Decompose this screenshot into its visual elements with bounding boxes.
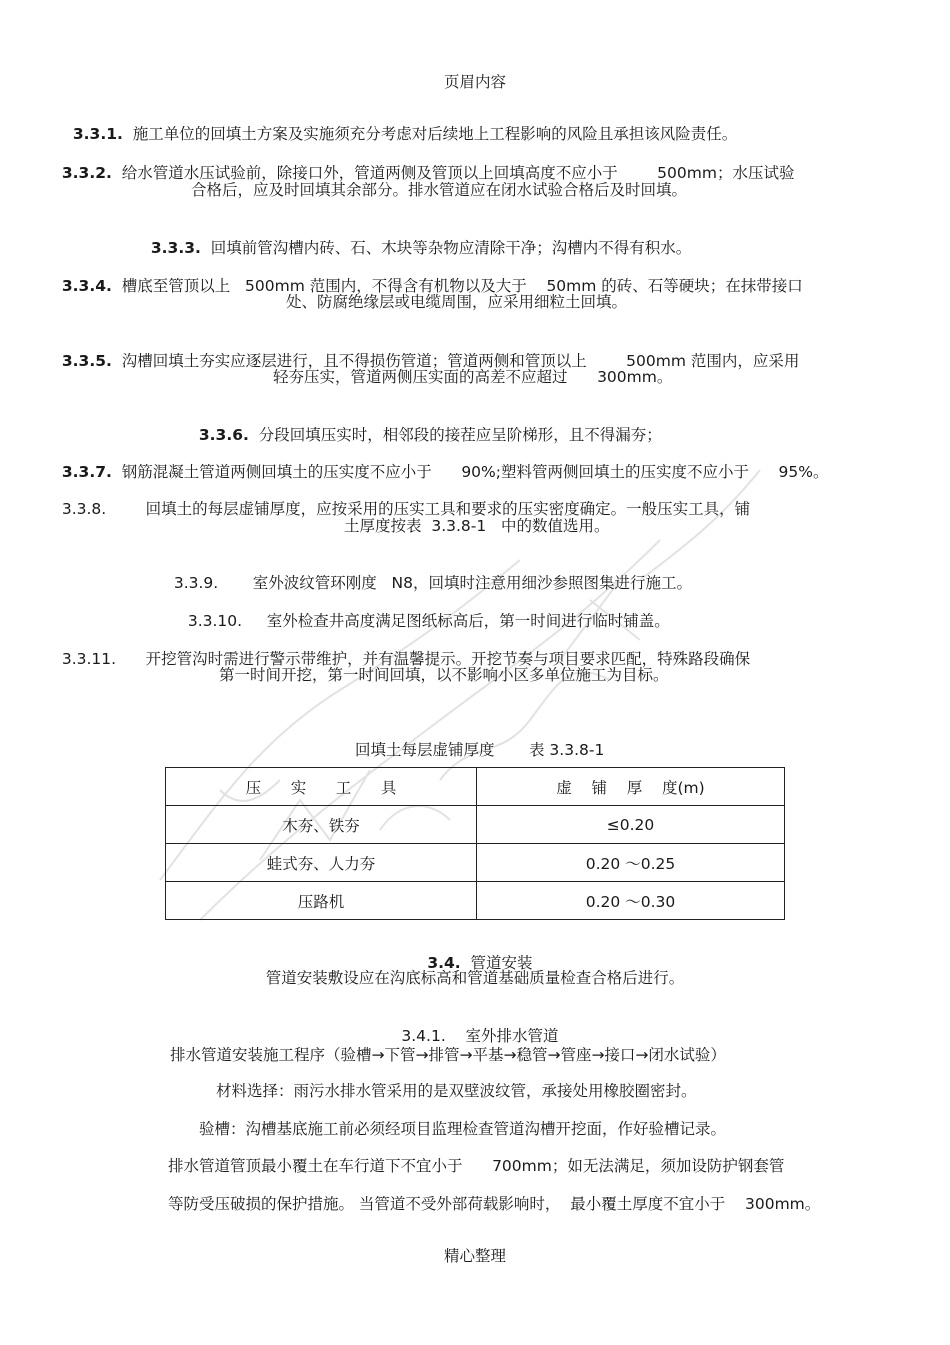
subsection-number: 3.4.1. bbox=[401, 1027, 446, 1045]
clause-text: 回填前管沟槽内砖、石、木块等杂物应清除干净；沟槽内不得有积水。 bbox=[210, 239, 692, 257]
table-caption: 回填土每层虚铺厚度 表 3.3.8-1 bbox=[355, 741, 605, 759]
subsection-3-4-1-heading bbox=[0, 1006, 950, 1046]
clause-number: 3.3.2. bbox=[61, 164, 112, 182]
clause-text: 室外检查井高度满足图纸标高后，第一时间进行临时铺盖。 bbox=[266, 612, 670, 630]
clause-number: 3.3.9. bbox=[173, 574, 219, 592]
clause-number: 3.3.7. bbox=[61, 463, 112, 481]
clause-3-3-2 bbox=[52, 143, 794, 183]
clause-number: 3.3.3. bbox=[150, 239, 201, 257]
clause-number: 3.3.11. bbox=[61, 650, 117, 668]
clause-number: 3.3.5. bbox=[61, 352, 112, 370]
paragraph-cover-depth: 排水管道管顶最小覆土在车行道下不宜小于 700mm；如无法满足，须加设防护钢套管 bbox=[168, 1157, 785, 1175]
clause-3-3-4 bbox=[52, 256, 803, 296]
clause-text: 沟槽回填土夯实应逐层进行，且不得损伤管道；管道两侧和管顶以上 500mm 范围内，应采用 bbox=[121, 352, 800, 370]
clause-text: 分段回填压实时，相邻段的接茬应呈阶梯形，且不得漏夯； bbox=[258, 426, 662, 444]
table-header-cell: 虚 铺 厚 度(m) bbox=[477, 768, 785, 806]
clause-text: 室外波纹管环刚度 N8，回填时注意用细沙参照图集进行施工。 bbox=[252, 574, 692, 592]
paragraph-materials: 材料选择：雨污水排水管采用的是双壁波纹管，承接处用橡胶圈密封。 bbox=[216, 1082, 697, 1100]
clause-3-3-8-cont: 土厚度按表 3.3.8-1 中的数值选用。 bbox=[344, 517, 610, 535]
clause-number: 3.3.8. bbox=[61, 500, 107, 518]
paragraph-inspection: 验槽：沟槽基底施工前必须经项目监理检查管道沟槽开挖面，作好验槽记录。 bbox=[199, 1120, 727, 1138]
clause-3-3-4-cont: 处、防腐绝缘层或电缆周围，应采用细粒土回填。 bbox=[286, 293, 628, 311]
clause-3-3-7 bbox=[52, 442, 829, 482]
table-cell: 蛙式夯、人力夯 bbox=[166, 844, 477, 882]
paragraph-cover-depth-cont: 等防受压破损的保护措施。 当管道不受外部荷载影响时， 最小覆土厚度不宜小于 300mm。 bbox=[168, 1195, 821, 1213]
table-cell: ≤0.20 bbox=[477, 806, 785, 844]
fill-thickness-table bbox=[165, 767, 785, 920]
table-row bbox=[166, 882, 785, 920]
clause-number: 3.3.4. bbox=[61, 277, 112, 295]
clause-3-3-6 bbox=[189, 405, 662, 445]
table-cell: 0.20 ～0.30 bbox=[477, 882, 785, 920]
page-footer: 精心整理 bbox=[443, 1247, 506, 1265]
subsection-title: 室外排水管道 bbox=[465, 1027, 559, 1045]
clause-3-3-3 bbox=[141, 218, 691, 258]
table-cell: 木夯、铁夯 bbox=[166, 806, 477, 844]
table-header-row bbox=[166, 768, 785, 806]
clause-3-3-11 bbox=[52, 629, 750, 669]
clause-text: 给水管道水压试验前，除接口外，管道两侧及管顶以上回填高度不应小于 500mm；水压试验 bbox=[121, 164, 795, 182]
clause-text: 槽底至管顶以上 500mm 范围内，不得含有机物以及大于 50mm 的砖、石等硬块；在抹带接口 bbox=[121, 277, 803, 295]
clause-text: 施工单位的回填土方案及实施须充分考虑对后续地上工程影响的风险且承担该风险责任。 bbox=[132, 125, 738, 143]
clause-number: 3.3.10. bbox=[187, 612, 243, 630]
section-number: 3.4. bbox=[427, 954, 461, 972]
clause-text: 开挖管沟时需进行警示带维护，并有温馨提示。开挖节奏与项目要求匹配，特殊路段确保 bbox=[145, 650, 751, 668]
clause-3-3-11-cont: 第一时间开挖，第一时间回填，以不影响小区多单位施工为目标。 bbox=[219, 666, 669, 684]
table-header-cell: 压 实 工 具 bbox=[166, 768, 477, 806]
table-row bbox=[166, 844, 785, 882]
clause-number: 3.3.1. bbox=[72, 125, 123, 143]
clause-3-3-2-cont: 合格后，应及时回填其余部分。排水管道应在闭水试验合格后及时回填。 bbox=[191, 181, 688, 199]
clause-3-3-5-cont: 轻夯压实，管道两侧压实面的高差不应超过 300mm。 bbox=[273, 368, 673, 386]
page-header: 页眉内容 bbox=[443, 73, 506, 91]
clause-number: 3.3.6. bbox=[198, 426, 249, 444]
clause-3-3-10 bbox=[178, 591, 670, 631]
clause-text: 钢筋混凝土管道两侧回填土的压实度不应小于 90%;塑料管两侧回填土的压实度不应小于 95%。 bbox=[121, 463, 829, 481]
paragraph-procedure: 排水管道安装施工程序（验槽→下管→排管→平基→稳管→管座→接口→闭水试验） bbox=[170, 1046, 726, 1064]
section-title: 管道安装 bbox=[470, 954, 533, 972]
table-row bbox=[166, 806, 785, 844]
clause-3-3-5 bbox=[52, 331, 799, 371]
section-intro: 管道安装敷设应在沟底标高和管道基础质量检查合格后进行。 bbox=[265, 969, 685, 987]
clause-3-3-1 bbox=[63, 104, 737, 144]
clause-3-3-9 bbox=[164, 553, 692, 593]
table-cell: 压路机 bbox=[166, 882, 477, 920]
clause-text: 回填土的每层虚铺厚度，应按采用的压实工具和要求的压实密度确定。一般压实工具，铺 bbox=[145, 500, 751, 518]
section-3-4-heading bbox=[0, 933, 950, 973]
clause-3-3-8 bbox=[52, 479, 750, 519]
table-cell: 0.20 ～0.25 bbox=[477, 844, 785, 882]
